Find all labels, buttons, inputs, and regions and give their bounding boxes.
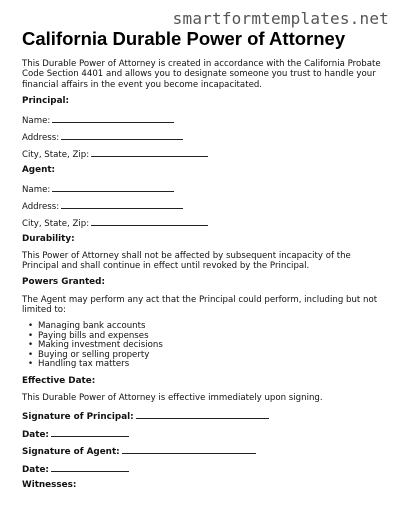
intro-paragraph: This Durable Power of Attorney is created in accordance with the California Probate Code Section 4401 and allows you to designate someone you trust to handle your financial affairs in the event you become incapacitated. <box>22 59 381 90</box>
principal-signature-field[interactable] <box>22 410 269 422</box>
agent-name-label: Name: <box>22 185 51 195</box>
agent-signature-line[interactable] <box>122 445 256 454</box>
list-item: • Buying or selling property <box>38 351 163 361</box>
durability-heading: Durability: <box>22 234 75 244</box>
effective-paragraph: This Durable Power of Attorney is effective immediately upon signing. <box>22 393 323 403</box>
agent-address-line[interactable] <box>61 200 183 209</box>
agent-name-line[interactable] <box>52 183 174 192</box>
agent-signature-label: Signature of Agent: <box>22 447 120 457</box>
powers-list <box>22 322 163 370</box>
list-item: • Paying bills and expenses <box>38 332 163 342</box>
principal-name-label: Name: <box>22 116 51 126</box>
principal-date-label: Date: <box>22 430 49 440</box>
agent-heading: Agent: <box>22 165 56 175</box>
powers-heading: Powers Granted: <box>22 277 105 287</box>
agent-address-field[interactable] <box>22 200 183 212</box>
principal-name-line[interactable] <box>52 114 174 123</box>
list-item: • Managing bank accounts <box>38 322 163 332</box>
principal-address-line[interactable] <box>61 131 183 140</box>
principal-signature-label: Signature of Principal: <box>22 412 134 422</box>
list-item: • Handling tax matters <box>38 360 163 370</box>
site-watermark: smartformtemplates.net <box>172 9 389 28</box>
agent-date-label: Date: <box>22 465 49 475</box>
principal-date-line[interactable] <box>51 428 129 437</box>
document-title: California Durable Power of Attorney <box>22 28 346 49</box>
agent-csz-label: City, State, Zip: <box>22 219 90 229</box>
principal-date-field[interactable] <box>22 428 129 440</box>
principal-address-field[interactable] <box>22 131 183 143</box>
witnesses-label: Witnesses: <box>22 480 77 490</box>
principal-address-label: Address: <box>22 133 60 143</box>
durability-paragraph: This Power of Attorney shall not be affected by subsequent incapacity of the Principal and shall continue in effect until revoked by the Principal. <box>22 251 351 272</box>
list-item: • Making investment decisions <box>38 341 163 351</box>
principal-signature-line[interactable] <box>136 410 269 419</box>
agent-csz-field[interactable] <box>22 217 208 229</box>
agent-date-field[interactable] <box>22 463 129 475</box>
agent-signature-field[interactable] <box>22 445 256 457</box>
principal-heading: Principal: <box>22 96 70 106</box>
agent-name-field[interactable] <box>22 183 174 195</box>
principal-csz-label: City, State, Zip: <box>22 150 90 160</box>
principal-csz-line[interactable] <box>91 148 208 157</box>
powers-paragraph: The Agent may perform any act that the Principal could perform, including but not limited to: <box>22 295 378 316</box>
agent-address-label: Address: <box>22 202 60 212</box>
principal-csz-field[interactable] <box>22 148 208 160</box>
agent-csz-line[interactable] <box>91 217 208 226</box>
effective-heading: Effective Date: <box>22 376 96 386</box>
agent-date-line[interactable] <box>51 463 129 472</box>
principal-name-field[interactable] <box>22 114 174 126</box>
